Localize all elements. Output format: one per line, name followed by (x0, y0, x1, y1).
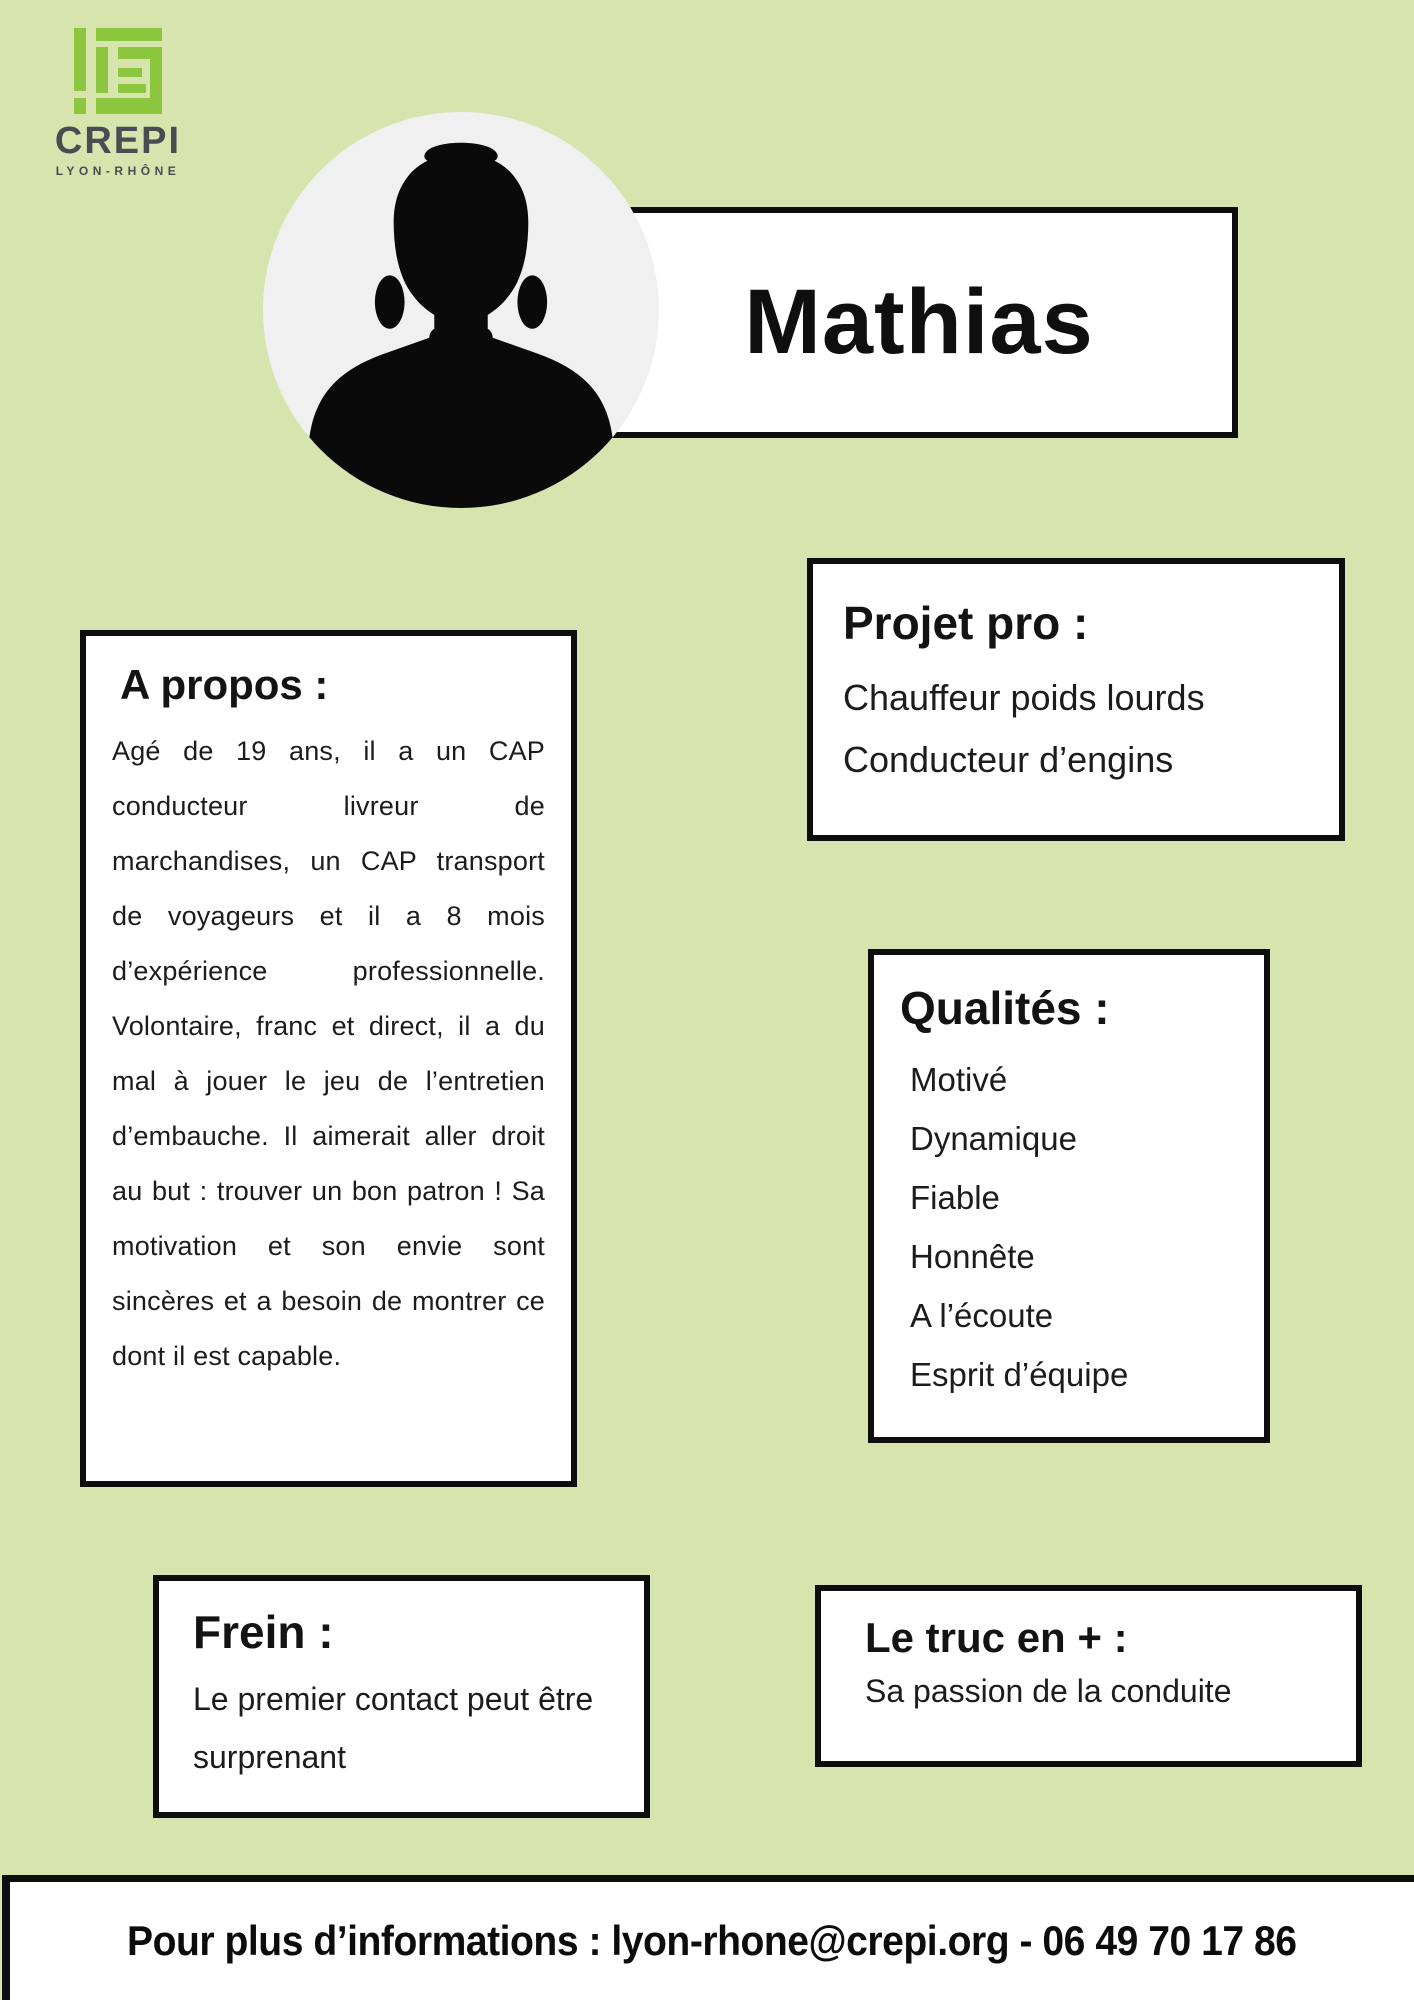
logo-wordmark: CREPI (54, 120, 182, 162)
avatar (263, 112, 659, 508)
quality-item: Esprit d’équipe (910, 1355, 1129, 1393)
quality-item: Honnête (910, 1237, 1035, 1275)
crepi-logo-icon (74, 28, 162, 114)
barrier-text: Le premier contact peut être surprenant (193, 1680, 594, 1775)
extra-text: Sa passion de la conduite (865, 1673, 1232, 1710)
extra-title: Le truc en + : (865, 1614, 1128, 1661)
logo-subtitle: LYON-RHÔNE (55, 164, 181, 178)
quality-item: Motivé (910, 1060, 1008, 1098)
about-card (80, 630, 577, 1487)
project-title: Projet pro : (843, 597, 1089, 649)
quality-item: Fiable (910, 1178, 1000, 1216)
person-silhouette-icon (263, 112, 659, 508)
quality-item: Dynamique (910, 1119, 1077, 1157)
barrier-title: Frein : (193, 1606, 334, 1658)
about-title: A propos : (120, 661, 329, 708)
name-card (600, 207, 1238, 438)
crepi-logo (30, 28, 206, 177)
project-item: Conducteur d’engins (843, 738, 1174, 780)
barrier-card (153, 1575, 650, 1818)
project-item: Chauffeur poids lourds (843, 676, 1205, 718)
profile-name: Mathias (744, 271, 1094, 373)
project-card (807, 558, 1345, 841)
quality-item: A l’écoute (910, 1296, 1054, 1334)
extra-card (815, 1585, 1362, 1767)
footer (2, 1875, 1414, 2000)
about-text: Agé de 19 ans, il a un CAP conducteur livreur de marchandises, un CAP transport de voyageurs et il a 8 mois d’expérience professionnelle. Volontaire, franc et direct, il a du mal à jouer le jeu de l’entretien d’embauche. Il aimerait aller droit au but : trouver un bon patron ! Sa motivation et son envie sont sincères et a besoin de montrer ce dont il est capable. (112, 736, 545, 1372)
qualities-card (868, 949, 1270, 1443)
footer-contact: Pour plus d’informations : lyon-rhone@crepi.org - 06 49 70 17 86 (127, 1917, 1297, 1964)
qualities-title: Qualités : (900, 982, 1110, 1034)
